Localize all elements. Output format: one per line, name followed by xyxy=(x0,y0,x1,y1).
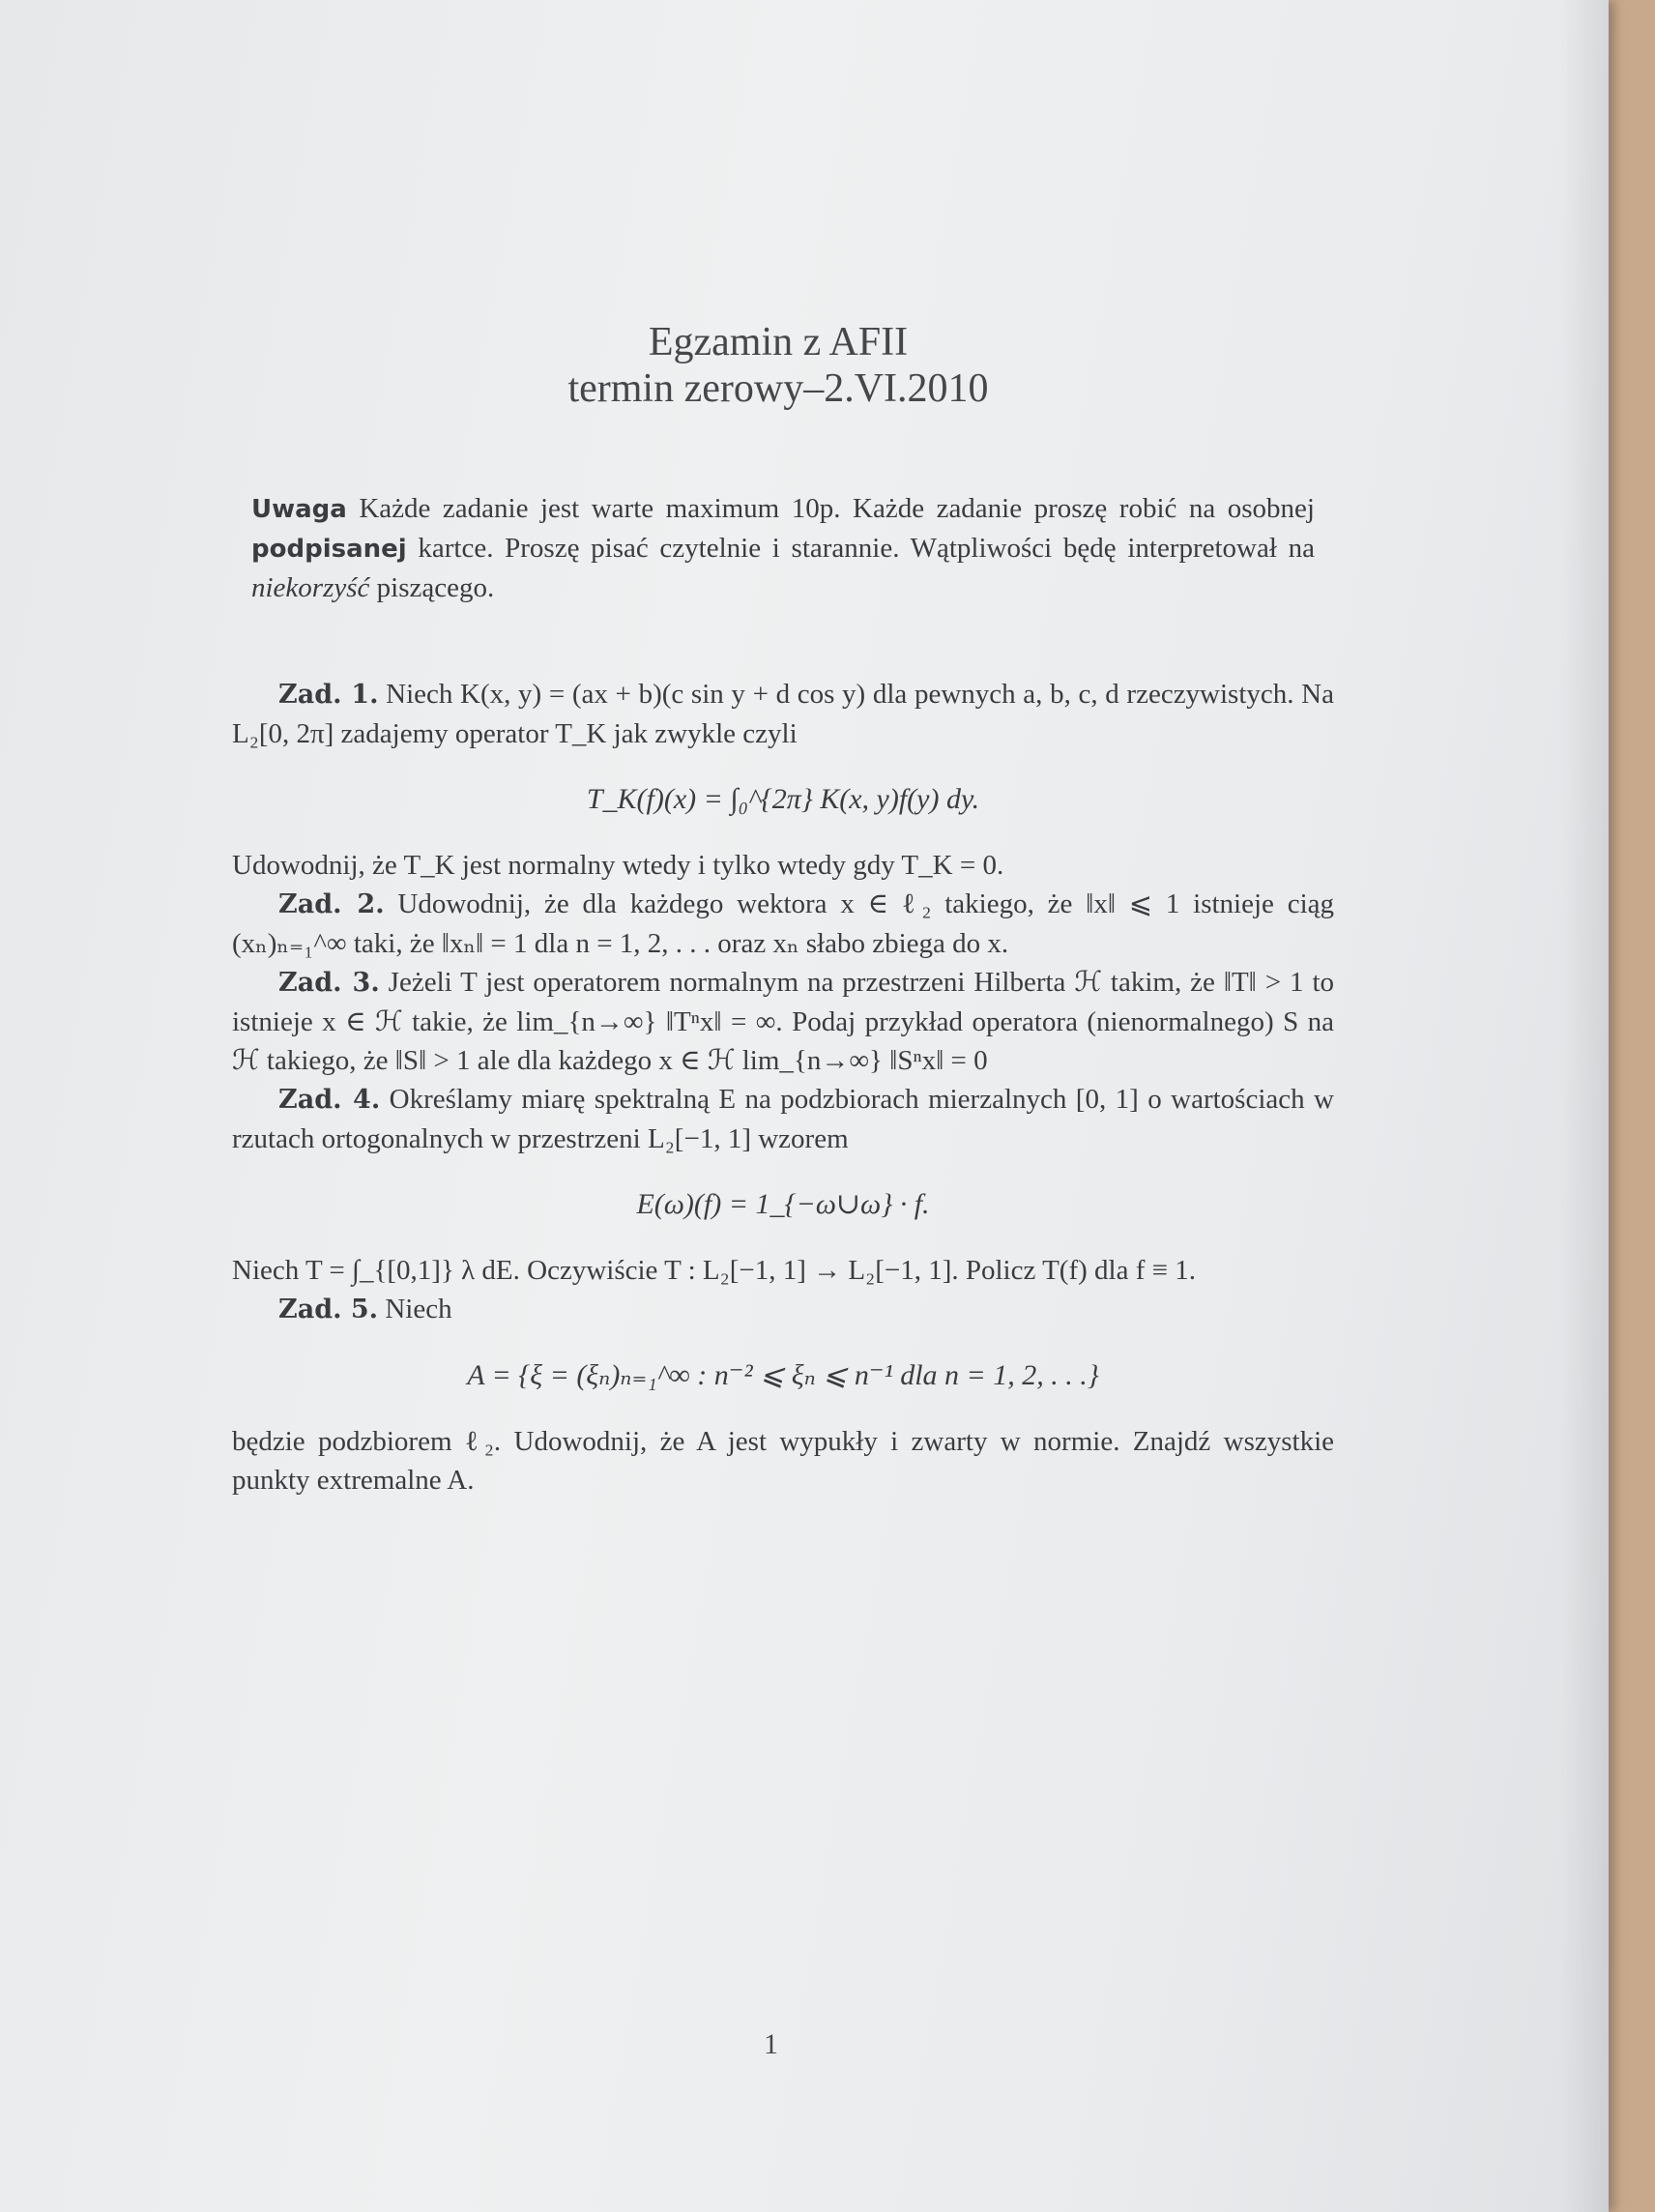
exam-content xyxy=(232,319,1334,1499)
notice-text-a: Każde zadanie jest warte maximum 10p. Każde zadanie proszę robić na osobnej xyxy=(346,493,1315,524)
task-5-label: Zad. 5. xyxy=(278,1295,379,1324)
task-2-label: Zad. 2. xyxy=(278,889,385,919)
notice-text-b: kartce. Proszę pisać czytelnie i starannie. Wątpliwości będę interpretował na xyxy=(406,533,1315,564)
task-3-label: Zad. 3. xyxy=(278,968,380,998)
paper-edge-shadow xyxy=(1560,0,1609,2212)
task-2-text: Udowodnij, że dla każdego wektora x ∈ ℓ₂ takiego, że ‖x‖ ⩽ 1 istnieje ciąg (xₙ)ₙ₌₁^∞ taki, że ‖xₙ‖ = 1 dla n = 1, 2, . . . oraz xₙ słabo zbiega do x. xyxy=(232,888,1334,959)
title-line-1: Egzamin z AFII xyxy=(648,320,909,364)
notice-italic-word: niekorzyść xyxy=(251,572,370,603)
task-5 xyxy=(232,1290,1334,1329)
exam-notice xyxy=(251,489,1315,607)
title-line-2: termin zerowy–2.VI.2010 xyxy=(567,366,989,411)
task-5-after: będzie podzbiorem ℓ₂. Udowodnij, że A jest wypukły i zwarty w normie. Znajdź wszystkie punkty extremalne A. xyxy=(232,1426,1334,1496)
task-1 xyxy=(232,675,1334,753)
notice-text-c: piszącego. xyxy=(369,572,495,603)
task-1-formula: T_K(f)(x) = ∫₀^{2π} K(x, y)f(y) dy. xyxy=(586,783,980,815)
task-3-text: Jeżeli T jest operatorem normalnym na przestrzeni Hilberta ℋ takim, że ‖T‖ > 1 to istnieje x ∈ ℋ takie, że lim_{n→∞} ‖Tⁿx‖ = ∞. Podaj przykład operatora (nienormalnego) S na ℋ takiego, że ‖S‖ > 1 ale dla każdego x ∈ ℋ lim_{n→∞} ‖Sⁿx‖ = 0 xyxy=(232,967,1334,1076)
task-1-after: Udowodnij, że T_K jest normalny wtedy i tylko wtedy gdy T_K = 0. xyxy=(232,850,1004,881)
task-5-text: Niech xyxy=(378,1294,452,1324)
exam-title xyxy=(222,319,1334,412)
task-3 xyxy=(232,963,1334,1080)
task-4-formula: E(ω)(f) = 1_{−ω∪ω} · f. xyxy=(636,1188,930,1220)
task-1-text: Niech K(x, y) = (ax + b)(c sin y + d cos y) dla pewnych a, b, c, d rzeczywistych. Na L₂[0, 2π] zadajemy operator T_K jak zwykle czyli xyxy=(232,679,1334,749)
task-4-label: Zad. 4. xyxy=(278,1085,381,1115)
task-5-formula: A = {ξ = (ξₙ)ₙ₌₁^∞ : n⁻² ⩽ ξₙ ⩽ n⁻¹ dla n = 1, 2, . . .} xyxy=(467,1359,1099,1391)
page-number: 1 xyxy=(764,2028,778,2060)
task-4 xyxy=(232,1080,1334,1158)
task-4-text: Określamy miarę spektralną E na podzbiorach mierzalnych [0, 1] o wartościach w rzutach ortogonalnych w przestrzeni L₂[−1, 1] wzorem xyxy=(232,1084,1334,1154)
task-2 xyxy=(232,885,1334,963)
task-4-after: Niech T = ∫_{[0,1]} λ dE. Oczywiście T : L₂[−1, 1] → L₂[−1, 1]. Policz T(f) dla f ≡ 1. xyxy=(232,1255,1196,1286)
notice-label: Uwaga xyxy=(251,495,347,524)
task-1-label: Zad. 1. xyxy=(278,680,379,710)
notice-bold-word: podpisanej xyxy=(251,535,407,564)
